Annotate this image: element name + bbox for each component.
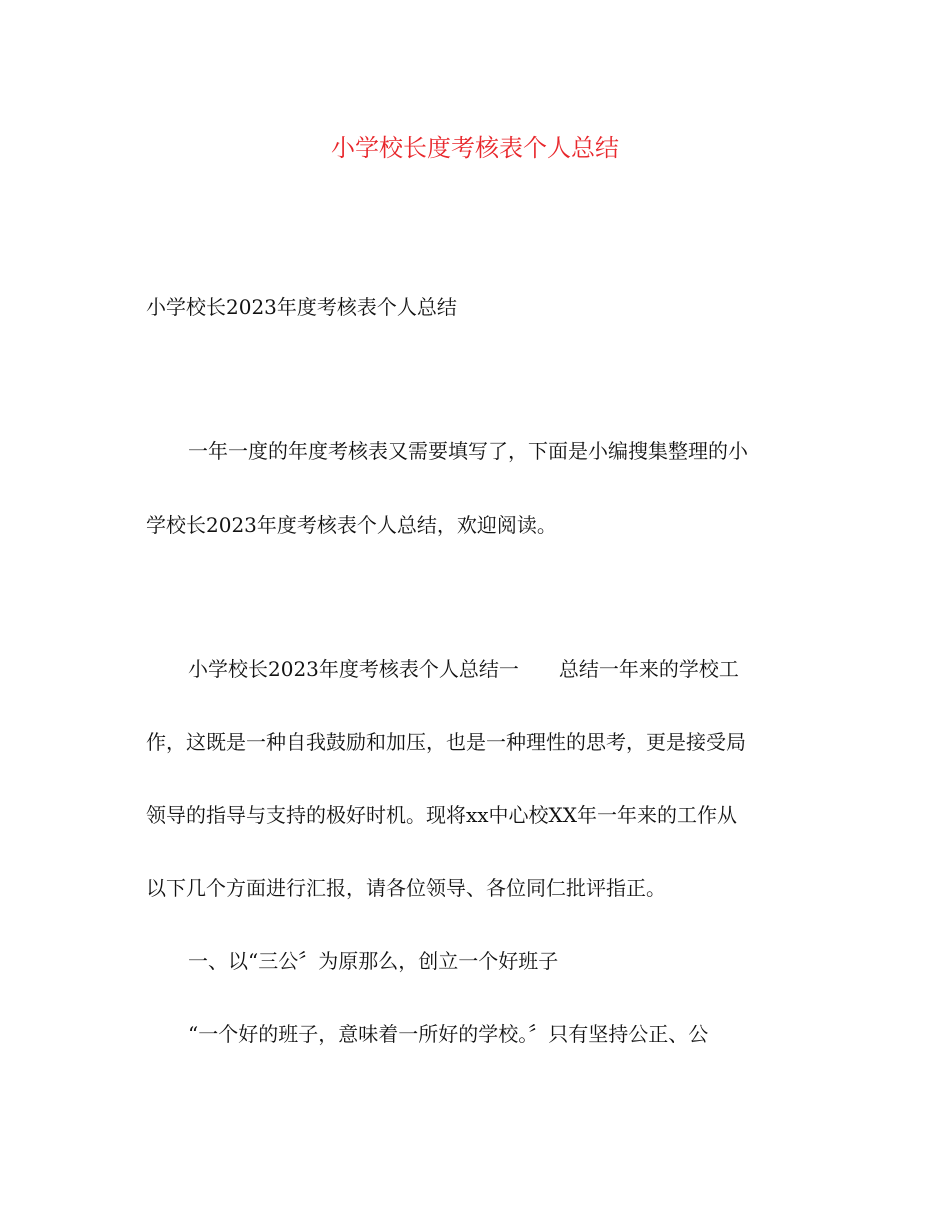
paragraph-line: 作，这既是一种自我鼓励和加压，也是一种理性的思考，更是接受局 xyxy=(146,730,746,754)
section-heading: 一、以“三公〞为原那么，创立一个好班子 xyxy=(188,949,559,973)
paragraph-line: “一个好的班子，意味着一所好的学校。〞只有坚持公正、公 xyxy=(188,1022,709,1046)
paragraph-line: 学校长2023年度考核表个人总结，欢迎阅读。 xyxy=(146,513,557,537)
paragraph-line: 一年一度的年度考核表又需要填写了，下面是小编搜集整理的小 xyxy=(188,439,748,463)
document-subtitle: 小学校长2023年度考核表个人总结 xyxy=(146,295,457,319)
paragraph-line: 领导的指导与支持的极好时机。现将xx中心校XX年一年来的工作从 xyxy=(146,803,738,827)
paragraph-line: 以下几个方面进行汇报，请各位领导、各位同仁批评指正。 xyxy=(146,876,666,900)
document-title: 小学校长度考核表个人总结 xyxy=(331,134,619,162)
paragraph-line: 小学校长2023年度考核表个人总结一 总结一年来的学校工 xyxy=(188,657,739,681)
